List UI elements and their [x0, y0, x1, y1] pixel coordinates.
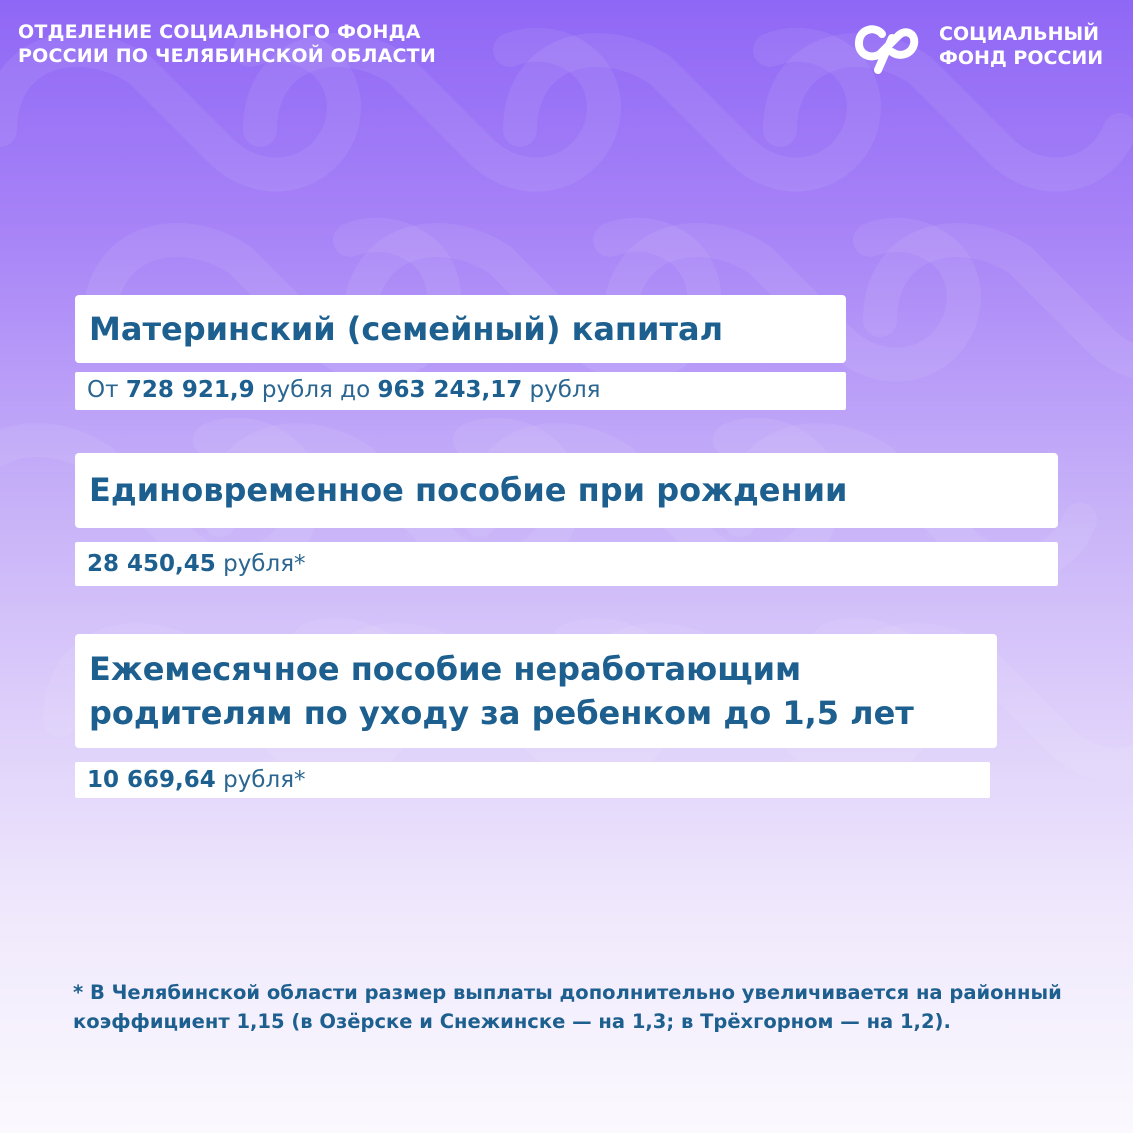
benefit-value-maternity-capital [75, 372, 846, 410]
benefit-value-birth-allowance [75, 542, 1058, 586]
value-amount-from: 728 921,9 [125, 377, 255, 403]
value-amount: 28 450,45 [87, 551, 216, 577]
value-prefix: От [87, 377, 119, 403]
footnote: * В Челябинской области размер выплаты дополнительно увеличивается на районный коэффициент 1,15 (в Озёрске и Снежинске — на 1,3; в Трёхгорном — на 1,2). [73, 981, 1062, 1033]
value-amount: 10 669,64 [87, 767, 216, 793]
sfr-logo-icon [852, 18, 920, 76]
benefit-title-text: Ежемесячное пособие неработающим родителям по уходу за ребенком до 1,5 лет [89, 650, 914, 732]
value-suffix: рубля* [223, 767, 306, 793]
benefit-value-childcare-allowance [75, 762, 990, 798]
benefit-title-maternity-capital [75, 295, 846, 363]
value-mid: рубля до [261, 377, 371, 403]
benefit-title-text: Единовременное пособие при рождении [89, 471, 848, 509]
value-amount-to: 963 243,17 [377, 377, 523, 403]
benefit-title-birth-allowance [75, 453, 1058, 528]
value-suffix: рубля [529, 377, 601, 403]
benefit-title-text: Материнский (семейный) капитал [89, 310, 724, 348]
benefit-title-childcare-allowance [75, 634, 997, 748]
value-suffix: рубля* [223, 551, 306, 577]
regional-office-name: ОТДЕЛЕНИЕ СОЦИАЛЬНОГО ФОНДА РОССИИ ПО ЧЕЛЯБИНСКОЙ ОБЛАСТИ [18, 21, 436, 67]
fund-name: СОЦИАЛЬНЫЙ ФОНД РОССИИ [939, 23, 1104, 69]
